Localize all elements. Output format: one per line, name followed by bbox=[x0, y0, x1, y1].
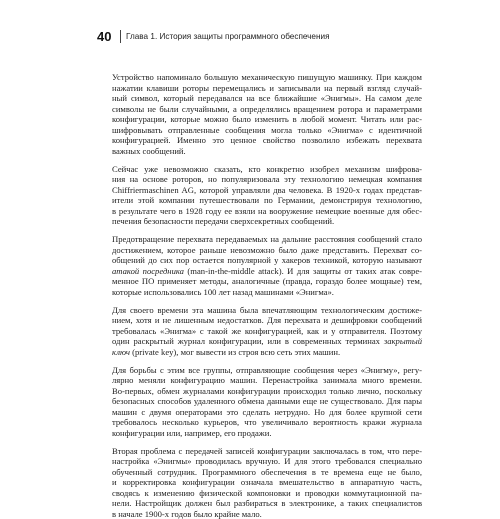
paragraph-gap bbox=[112, 297, 422, 305]
text-run: в результате чего в 1928 году ее взяли на вооружение немецкие военные для обес- bbox=[112, 206, 422, 216]
text-line bbox=[112, 83, 422, 94]
text-line bbox=[112, 164, 422, 175]
text-line bbox=[112, 104, 422, 115]
text-run: безопасных способов удаленного обмена данными еще не существовало. Для пары bbox=[112, 396, 422, 406]
text-line bbox=[112, 305, 422, 316]
text-run: нели. Настройщик должен был разбираться в электронике, а таких специалистов bbox=[112, 498, 422, 508]
paragraph bbox=[112, 446, 422, 519]
text-run: которые использовались 100 лет назад машинами «Энигма». bbox=[112, 287, 334, 297]
paragraph bbox=[112, 305, 422, 358]
text-line bbox=[112, 234, 422, 245]
text-run: Предотвращение перехвата передаваемых на дальние расстояния сообщений стало bbox=[112, 234, 422, 244]
text-line bbox=[112, 417, 422, 428]
running-header bbox=[97, 25, 407, 49]
text-run: конфигурации или, например, его продажи. bbox=[112, 428, 272, 438]
text-line bbox=[112, 407, 422, 418]
text-line bbox=[112, 456, 422, 467]
text-run: Для борьбы с этим все группы, отправляющие сообщения через «Энигму», регу- bbox=[112, 365, 422, 375]
text-line bbox=[112, 114, 422, 125]
text-run: достижением, которое раньше невозможно было даже представить. Перехват со- bbox=[112, 245, 422, 255]
text-run: символы не были случайными, а определялись вращением ротора и параметрами bbox=[112, 104, 422, 114]
text-run: Сейчас уже невозможно сказать, кто конкретно изобрел механизм шифрова- bbox=[112, 164, 422, 174]
text-line bbox=[112, 467, 422, 478]
text-run: важных сообщений. bbox=[112, 146, 186, 156]
text-line bbox=[112, 206, 422, 217]
text-line bbox=[112, 255, 422, 266]
text-run: Устройство напоминало большую механическую пишущую машинку. При каждом bbox=[112, 72, 422, 82]
text-run: ния на основе роторов, но популяризовала эту технологию немецкая компания bbox=[112, 174, 422, 184]
text-line bbox=[112, 477, 422, 488]
italic-term: ключ bbox=[112, 347, 130, 357]
body-text bbox=[112, 72, 422, 519]
text-line bbox=[112, 185, 422, 196]
text-run: в начале 1900-х годов было крайне мало. bbox=[112, 509, 262, 519]
paragraph-gap bbox=[112, 227, 422, 235]
italic-term: атакой посредника bbox=[112, 266, 184, 276]
text-line bbox=[112, 428, 422, 439]
text-line bbox=[112, 315, 422, 326]
text-line bbox=[112, 174, 422, 185]
text-line bbox=[112, 365, 422, 376]
text-run: печения безопасности передачи сверхсекретных сообщений. bbox=[112, 216, 334, 226]
text-run: нажатии клавиши роторы перемещались и записывали на первый взгляд случай- bbox=[112, 83, 422, 93]
text-run: требовалось несколько курьеров, что увеличивало вероятность кражи журнала bbox=[112, 417, 422, 427]
text-run: Во-первых, обмен журналами конфигурации происходил только лично, поскольку bbox=[112, 386, 422, 396]
text-line bbox=[112, 488, 422, 499]
text-line bbox=[112, 326, 422, 337]
paragraph bbox=[112, 164, 422, 227]
paragraph-gap bbox=[112, 357, 422, 365]
text-line bbox=[112, 446, 422, 457]
text-run: один раскрытый журнал конфигурации, или в современных терминах bbox=[112, 336, 384, 346]
chapter-title: Глава 1. История защиты программного обеспечения bbox=[126, 30, 330, 44]
text-line bbox=[112, 375, 422, 386]
text-run: конфигурацией. Именно это ценное свойство позволило избежать перехвата bbox=[112, 135, 422, 145]
text-run: (private key), мог вывести из строя всю сеть этих машин. bbox=[130, 347, 340, 357]
text-line bbox=[112, 245, 422, 256]
text-run: нием, хотя и не лишенным недостатков. Для перехвата и дешифровки сообщений bbox=[112, 315, 422, 325]
text-line bbox=[112, 396, 422, 407]
text-line bbox=[112, 93, 422, 104]
text-line bbox=[112, 336, 422, 347]
text-run: ители этой компании путешествовали по Германии, демонстрируя технологию, bbox=[112, 195, 422, 205]
text-run: машин с двумя операторами это сделать нетрудно. Но для более крупной сети bbox=[112, 407, 422, 417]
paragraph bbox=[112, 72, 422, 156]
text-run: требовалась «Энигма» с такой же конфигурацией, как и у отправителя. Поэтому bbox=[112, 326, 422, 336]
text-run: обученный сотрудник. Программного обеспечения в те времена еще не было, bbox=[112, 467, 422, 477]
text-run: (man-in-the-middle attack). И для защиты от таких атак совре- bbox=[184, 266, 422, 276]
text-run: менное ПО применяет методы, аналогичные (правда, гораздо более мощные) тем, bbox=[112, 276, 422, 286]
paragraph-gap bbox=[112, 156, 422, 164]
text-run: Вторая проблема с передачей записей конфигурации заключалась в том, что пере- bbox=[112, 446, 422, 456]
paragraph bbox=[112, 365, 422, 439]
text-run: сводясь к изменению физической компоновки и проводки коммутационной па- bbox=[112, 488, 422, 498]
text-run: лярно меняли конфигурацию машин. Перенастройка занимала много времени. bbox=[112, 375, 422, 385]
text-line bbox=[112, 125, 422, 136]
paragraph-gap bbox=[112, 438, 422, 446]
text-run: общений до сих пор остается популярной у хакеров техникой, которую называют bbox=[112, 255, 422, 265]
text-line bbox=[112, 509, 422, 519]
text-line bbox=[112, 266, 422, 277]
text-line bbox=[112, 195, 422, 206]
text-run: шифровывать отправленные сообщения могла только «Энигма» с идентичной bbox=[112, 125, 422, 135]
text-run: Chiffriermaschinen AG, которой управляли два человека. В 1920-х годах представ- bbox=[112, 185, 422, 195]
text-line bbox=[112, 135, 422, 146]
text-line bbox=[112, 216, 422, 227]
text-line bbox=[112, 347, 422, 358]
text-line bbox=[112, 276, 422, 287]
header-separator bbox=[120, 30, 121, 43]
text-line bbox=[112, 72, 422, 83]
text-run: и корректировка конфигурации означала вмешательство в аппаратную часть, bbox=[112, 477, 422, 487]
italic-term: закрытый bbox=[384, 336, 422, 346]
text-run: Для своего времени эта машина была впечатляющим технологическим достиже- bbox=[112, 305, 422, 315]
text-line bbox=[112, 287, 422, 298]
text-run: настройка «Энигмы» проводилась вручную. И для этого требовался специально bbox=[112, 456, 422, 466]
text-line bbox=[112, 146, 422, 157]
page-number: 40 bbox=[97, 29, 111, 45]
text-run: ный символ, который передавался на все ближайшие «Энигмы». На самом деле bbox=[112, 93, 422, 103]
text-line bbox=[112, 386, 422, 397]
text-run: конфигурации, которые можно было изменить в любой момент. Читать или рас- bbox=[112, 114, 422, 124]
paragraph bbox=[112, 234, 422, 297]
